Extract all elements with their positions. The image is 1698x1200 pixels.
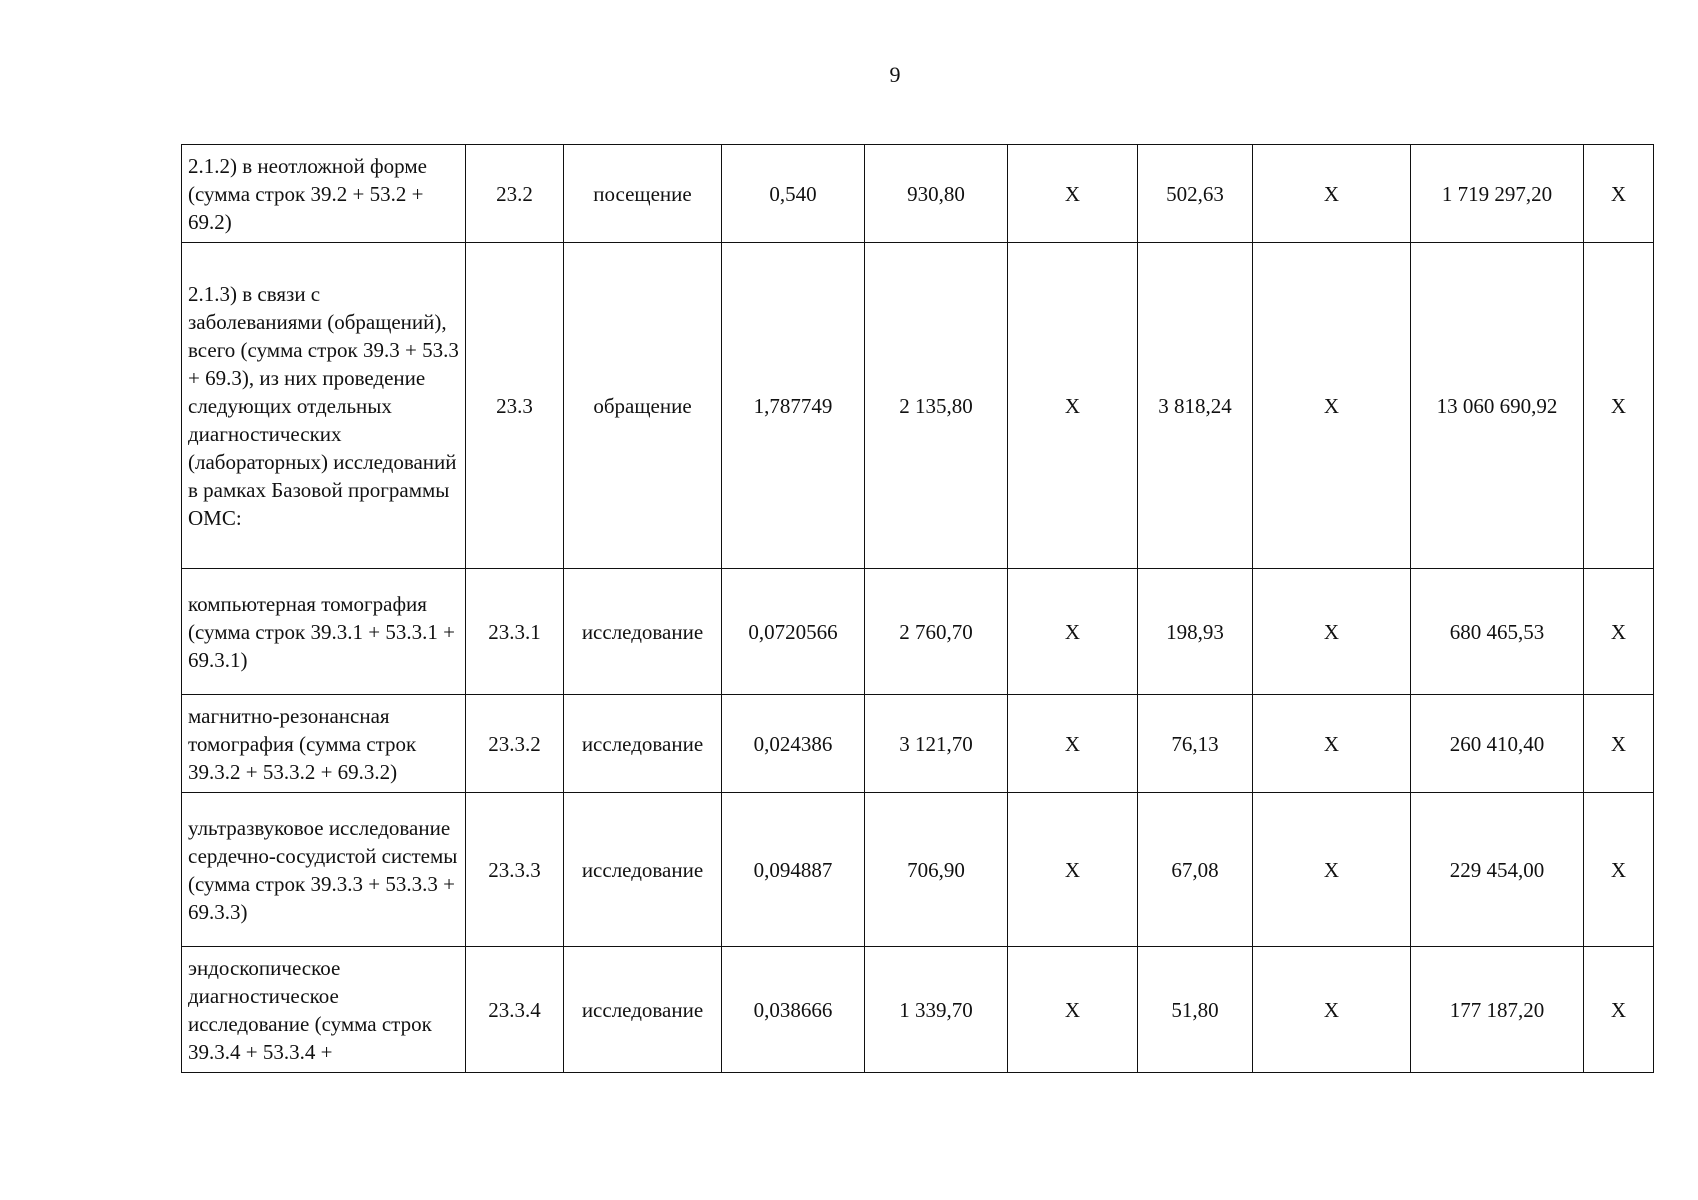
row-name-cell: эндоскопическое диагностическое исследование (сумма строк 39.3.4 + 53.3.4 + (182, 947, 466, 1073)
row-cost-cell: 1 339,70 (865, 947, 1008, 1073)
row-x-cell: X (1584, 947, 1654, 1073)
row-cost-cell: 3 121,70 (865, 695, 1008, 793)
row-x-cell: X (1584, 569, 1654, 695)
row-x-cell: X (1253, 947, 1411, 1073)
row-total-cell: 260 410,40 (1411, 695, 1584, 793)
row-unit-cell: обращение (564, 243, 722, 569)
row-x-cell: X (1253, 145, 1411, 243)
row-name-cell: ультразвуковое исследование сердечно-сосудистой системы (сумма строк 39.3.3 + 53.3.3 + 69.3.3) (182, 793, 466, 947)
row-unit-cell: исследование (564, 947, 722, 1073)
row-name-cell: 2.1.3) в связи с заболеваниями (обращений), всего (сумма строк 39.3 + 53.3 + 69.3), из них проведение следующих отдельных диагностических (лабораторных) исследований в рамках Базовой программы ОМС: (182, 243, 466, 569)
row-per-capita-cell: 51,80 (1138, 947, 1253, 1073)
data-table (181, 144, 1654, 1073)
row-x-cell: X (1253, 243, 1411, 569)
row-x-cell: X (1584, 243, 1654, 569)
row-cost-cell: 2 135,80 (865, 243, 1008, 569)
row-code-cell: 23.3 (466, 243, 564, 569)
row-x-cell: X (1008, 695, 1138, 793)
row-unit-cell: исследование (564, 569, 722, 695)
row-x-cell: X (1008, 243, 1138, 569)
row-total-cell: 177 187,20 (1411, 947, 1584, 1073)
row-x-cell: X (1008, 947, 1138, 1073)
row-name-cell: компьютерная томография (сумма строк 39.3.1 + 53.3.1 + 69.3.1) (182, 569, 466, 695)
row-x-cell: X (1008, 793, 1138, 947)
table-row (182, 695, 1654, 793)
row-code-cell: 23.3.3 (466, 793, 564, 947)
table-row (182, 145, 1654, 243)
row-volume-cell: 0,540 (722, 145, 865, 243)
row-per-capita-cell: 502,63 (1138, 145, 1253, 243)
row-cost-cell: 930,80 (865, 145, 1008, 243)
row-x-cell: X (1253, 695, 1411, 793)
table-row (182, 793, 1654, 947)
row-total-cell: 1 719 297,20 (1411, 145, 1584, 243)
row-x-cell: X (1008, 569, 1138, 695)
row-cost-cell: 2 760,70 (865, 569, 1008, 695)
row-per-capita-cell: 76,13 (1138, 695, 1253, 793)
row-code-cell: 23.3.1 (466, 569, 564, 695)
row-per-capita-cell: 198,93 (1138, 569, 1253, 695)
row-cost-cell: 706,90 (865, 793, 1008, 947)
row-volume-cell: 0,094887 (722, 793, 865, 947)
row-name-cell: 2.1.2) в неотложной форме (сумма строк 39.2 + 53.2 + 69.2) (182, 145, 466, 243)
row-total-cell: 13 060 690,92 (1411, 243, 1584, 569)
row-volume-cell: 0,024386 (722, 695, 865, 793)
row-code-cell: 23.2 (466, 145, 564, 243)
row-volume-cell: 0,038666 (722, 947, 865, 1073)
row-x-cell: X (1584, 695, 1654, 793)
row-unit-cell: исследование (564, 793, 722, 947)
row-volume-cell: 1,787749 (722, 243, 865, 569)
row-x-cell: X (1584, 145, 1654, 243)
row-x-cell: X (1008, 145, 1138, 243)
row-per-capita-cell: 67,08 (1138, 793, 1253, 947)
row-volume-cell: 0,0720566 (722, 569, 865, 695)
table-row (182, 243, 1654, 569)
row-per-capita-cell: 3 818,24 (1138, 243, 1253, 569)
page-number: 9 (889, 62, 901, 87)
row-unit-cell: посещение (564, 145, 722, 243)
row-total-cell: 229 454,00 (1411, 793, 1584, 947)
row-x-cell: X (1253, 793, 1411, 947)
row-total-cell: 680 465,53 (1411, 569, 1584, 695)
row-name-cell: магнитно-резонансная томография (сумма строк 39.3.2 + 53.3.2 + 69.3.2) (182, 695, 466, 793)
table-row (182, 947, 1654, 1073)
row-code-cell: 23.3.4 (466, 947, 564, 1073)
row-x-cell: X (1584, 793, 1654, 947)
row-unit-cell: исследование (564, 695, 722, 793)
table-row (182, 569, 1654, 695)
row-code-cell: 23.3.2 (466, 695, 564, 793)
row-x-cell: X (1253, 569, 1411, 695)
